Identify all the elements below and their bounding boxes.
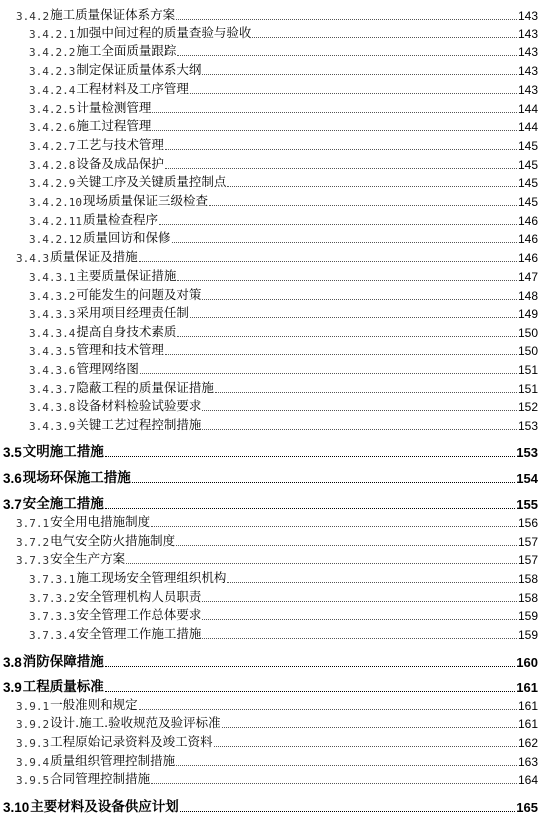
toc-leader [215, 392, 517, 393]
toc-page-number: 143 [517, 83, 538, 97]
toc-number: 3.4.2.2 [29, 46, 76, 59]
toc-title: 施工质量保证体系方案 [50, 7, 176, 22]
toc-title: 施工过程管理 [76, 118, 152, 133]
toc-number: 3.6 [3, 471, 22, 486]
toc-number: 3.4.2.10 [29, 196, 82, 209]
toc-title: 现场质量保证三级检查 [82, 193, 208, 208]
toc-page-number: 161 [516, 680, 538, 695]
toc-page-number: 148 [517, 289, 538, 303]
toc-leader [202, 429, 517, 430]
toc-number: 3.7.1 [16, 517, 50, 530]
toc-leader [177, 55, 517, 56]
toc-page-number: 156 [517, 516, 538, 530]
toc-page-number: 157 [517, 535, 538, 549]
toc-number: 3.4.2.5 [29, 103, 76, 116]
toc-title: 关键工艺过程控制措施 [76, 417, 202, 432]
toc-page-number: 144 [517, 102, 538, 116]
toc-leader [165, 354, 517, 355]
toc-leader [176, 545, 517, 546]
toc-number: 3.10 [3, 800, 30, 815]
toc-entry[interactable] [0, 194, 538, 209]
toc-entry[interactable] [0, 362, 538, 377]
toc-leader [139, 261, 517, 262]
toc-number: 3.4.3.1 [29, 271, 76, 284]
toc-leader [152, 130, 517, 131]
toc-entry[interactable] [0, 772, 538, 787]
toc-number: 3.9 [3, 680, 22, 695]
toc-number: 3.9.2 [16, 718, 50, 731]
toc-leader [177, 336, 517, 337]
toc-entry[interactable] [0, 269, 538, 284]
toc-number: 3.4.3 [16, 252, 50, 265]
toc-leader [202, 601, 517, 602]
toc-leader [151, 526, 517, 527]
toc-leader [105, 666, 516, 667]
toc-page-number: 165 [516, 800, 538, 815]
toc-leader [202, 74, 517, 75]
toc-leader [176, 765, 517, 766]
toc-number: 3.4.3.9 [29, 420, 76, 433]
toc-page-number: 153 [516, 445, 538, 460]
toc-leader [152, 112, 517, 113]
toc-title: 管理和技术管理 [76, 342, 164, 357]
toc-entry[interactable] [0, 754, 538, 769]
toc-number: 3.8 [3, 655, 22, 670]
toc-title: 安全施工措施 [22, 496, 104, 512]
toc-title: 安全管理工作总体要求 [76, 607, 202, 622]
toc-title: 消防保障措施 [22, 654, 104, 670]
toc-leader [105, 456, 516, 457]
toc-title: 安全用电措施制度 [50, 514, 151, 529]
toc-title: 工艺与技术管理 [76, 137, 164, 152]
toc-number: 3.7.3.1 [29, 573, 76, 586]
toc-number: 3.7 [3, 497, 22, 512]
toc-entry[interactable] [0, 288, 538, 303]
toc-number: 3.4.2.11 [29, 215, 82, 228]
toc-title: 设计.施工.验收规范及验评标准 [50, 715, 221, 730]
toc-entry[interactable] [0, 381, 538, 396]
toc-number: 3.4.2 [16, 10, 50, 23]
toc-number: 3.4.2.1 [29, 28, 76, 41]
toc-number: 3.4.3.8 [29, 401, 76, 414]
toc-title: 采用项目经理责任制 [76, 305, 189, 320]
toc-number: 3.9.5 [16, 774, 50, 787]
toc-page-number: 157 [517, 553, 538, 567]
toc-title: 一般准则和规定 [50, 697, 138, 712]
toc-page-number: 150 [517, 326, 538, 340]
toc-entry[interactable] [0, 470, 538, 486]
toc-page-number: 159 [517, 628, 538, 642]
toc-page-number: 145 [517, 139, 538, 153]
toc-page-number: 144 [517, 120, 538, 134]
toc-number: 3.5 [3, 445, 22, 460]
toc-leader [190, 317, 517, 318]
toc-title: 质量回访和保修 [82, 230, 171, 245]
toc-leader [214, 746, 517, 747]
toc-entry[interactable] [0, 213, 538, 228]
toc-entry[interactable] [0, 325, 538, 340]
toc-number: 3.4.2.8 [29, 159, 76, 172]
toc-leader [140, 373, 517, 374]
toc-entry[interactable] [0, 515, 538, 530]
toc-number: 3.4.3.6 [29, 364, 76, 377]
toc-title: 合同管理控制措施 [50, 771, 151, 786]
toc-page-number: 149 [517, 307, 538, 321]
toc-page-number: 154 [516, 471, 538, 486]
toc-leader [132, 482, 516, 483]
toc-leader [202, 410, 517, 411]
toc-page-number: 143 [517, 64, 538, 78]
toc-leader [252, 37, 517, 38]
toc-page-number: 155 [516, 497, 538, 512]
toc-leader [180, 811, 516, 812]
toc-leader [165, 168, 517, 169]
toc-title: 现场环保施工措施 [22, 470, 131, 486]
toc-page-number: 161 [517, 699, 538, 713]
toc-title: 施工现场安全管理组织机构 [76, 570, 227, 585]
toc-number: 3.4.3.5 [29, 345, 76, 358]
toc-leader [202, 638, 517, 639]
toc-page-number: 162 [517, 736, 538, 750]
toc-number: 3.4.2.6 [29, 121, 76, 134]
toc-title: 安全管理工作施工措施 [76, 626, 202, 641]
toc-title: 施工全面质量跟踪 [76, 43, 177, 58]
toc-entry[interactable] [0, 26, 538, 41]
toc-page-number: 146 [517, 232, 538, 246]
toc-page-number: 146 [517, 214, 538, 228]
toc-number: 3.7.2 [16, 536, 50, 549]
toc-title: 隐蔽工程的质量保证措施 [76, 380, 214, 395]
toc-page-number: 145 [517, 176, 538, 190]
toc-entry[interactable] [0, 571, 538, 586]
toc-number: 3.4.2.3 [29, 65, 76, 78]
toc-leader [227, 582, 517, 583]
toc-page-number: 143 [517, 9, 538, 23]
toc-entry[interactable] [0, 101, 538, 116]
toc-number: 3.9.1 [16, 700, 50, 713]
toc-page-number: 161 [517, 717, 538, 731]
toc-number: 3.9.4 [16, 756, 50, 769]
toc-title: 计量检测管理 [76, 100, 152, 115]
toc-entry[interactable] [0, 608, 538, 623]
toc-entry[interactable] [0, 698, 538, 713]
toc-title: 质量保证及措施 [50, 249, 138, 264]
toc-number: 3.4.2.12 [29, 233, 82, 246]
toc-page-number: 163 [517, 755, 538, 769]
toc-page-number: 145 [517, 158, 538, 172]
toc-title: 可能发生的问题及对策 [76, 287, 202, 302]
toc-leader [202, 299, 517, 300]
toc-title: 质量组织管理控制措施 [50, 753, 176, 768]
toc-title: 提高自身技术素质 [76, 324, 177, 339]
toc-entry[interactable] [0, 534, 538, 549]
toc-page-number: 158 [517, 591, 538, 605]
toc-entry[interactable] [0, 175, 538, 190]
toc-page-number: 152 [517, 400, 538, 414]
toc-title: 主要材料及设备供应计划 [30, 799, 179, 815]
toc-entry[interactable] [0, 306, 538, 321]
toc-title: 加强中间过程的质量查验与验收 [76, 25, 252, 40]
toc-leader [105, 691, 516, 692]
toc-entry[interactable] [0, 44, 538, 59]
toc-title: 安全管理机构人员职责 [76, 589, 202, 604]
toc-number: 3.4.2.9 [29, 177, 76, 190]
toc-page-number: 146 [517, 251, 538, 265]
toc-title: 工程质量标准 [22, 679, 104, 695]
toc-page-number: 151 [517, 382, 538, 396]
toc-leader [159, 224, 517, 225]
toc-entry[interactable] [0, 444, 538, 460]
toc-number: 3.7.3.2 [29, 592, 76, 605]
toc-entry[interactable] [0, 716, 538, 731]
toc-leader [222, 727, 517, 728]
toc-leader [151, 783, 517, 784]
toc-title: 关键工序及关键质量控制点 [76, 174, 227, 189]
toc-leader [172, 242, 517, 243]
toc-title: 工程原始记录资料及竣工资料 [50, 734, 213, 749]
toc-entry[interactable] [0, 63, 538, 78]
toc-title: 电气安全防火措施制度 [50, 533, 176, 548]
toc-entry[interactable] [0, 119, 538, 134]
toc-leader [190, 93, 517, 94]
toc-entry[interactable] [0, 157, 538, 172]
toc-entry[interactable] [0, 590, 538, 605]
toc-page-number: 145 [517, 195, 538, 209]
toc-page-number: 164 [517, 773, 538, 787]
toc-entry[interactable] [0, 552, 538, 567]
toc-number: 3.4.3.7 [29, 383, 76, 396]
toc-number: 3.7.3 [16, 554, 50, 567]
toc-entry[interactable] [0, 343, 538, 358]
toc-page-number: 147 [517, 270, 538, 284]
toc-page-number: 153 [517, 419, 538, 433]
toc-title: 设备材料检验试验要求 [76, 398, 202, 413]
toc-page-number: 143 [517, 45, 538, 59]
toc-leader [177, 280, 517, 281]
toc-title: 质量检查程序 [82, 212, 158, 227]
toc-leader [126, 563, 517, 564]
toc-entry[interactable] [0, 654, 538, 670]
toc-entry[interactable] [0, 138, 538, 153]
toc-page-number: 160 [516, 655, 538, 670]
toc-title: 工程材料及工序管理 [76, 81, 189, 96]
toc-leader [176, 19, 517, 20]
toc-number: 3.7.3.4 [29, 629, 76, 642]
toc-entry[interactable] [0, 496, 538, 512]
toc-page-number: 143 [517, 27, 538, 41]
toc-entry[interactable] [0, 799, 538, 815]
toc-number: 3.4.3.4 [29, 327, 76, 340]
toc-leader [165, 149, 517, 150]
toc-page-number: 159 [517, 609, 538, 623]
toc-leader [209, 205, 517, 206]
toc-leader [227, 186, 517, 187]
toc-title: 管理网络图 [76, 361, 139, 376]
toc-entry[interactable] [0, 231, 538, 246]
toc-entry[interactable] [0, 679, 538, 695]
toc-title: 主要质量保证措施 [76, 268, 177, 283]
toc-number: 3.7.3.3 [29, 610, 76, 623]
toc-title: 安全生产方案 [50, 551, 126, 566]
toc-title: 设备及成品保护 [76, 156, 164, 171]
toc-entry[interactable] [0, 82, 538, 97]
toc-title: 文明施工措施 [22, 444, 104, 460]
toc-leader [105, 508, 516, 509]
toc-number: 3.4.2.7 [29, 140, 76, 153]
toc-number: 3.4.3.2 [29, 290, 76, 303]
toc-number: 3.9.3 [16, 737, 50, 750]
toc-page-number: 150 [517, 344, 538, 358]
toc-page-number: 158 [517, 572, 538, 586]
toc-title: 制定保证质量体系大纲 [76, 62, 202, 77]
toc-number: 3.4.3.3 [29, 308, 76, 321]
toc-number: 3.4.2.4 [29, 84, 76, 97]
toc-entry[interactable] [0, 8, 538, 23]
toc-entry[interactable] [0, 250, 538, 265]
toc-page-number: 151 [517, 363, 538, 377]
toc-leader [139, 709, 517, 710]
toc-entry[interactable] [0, 418, 538, 433]
toc-entry[interactable] [0, 735, 538, 750]
toc-entry[interactable] [0, 399, 538, 414]
toc-entry[interactable] [0, 627, 538, 642]
toc-leader [202, 619, 517, 620]
